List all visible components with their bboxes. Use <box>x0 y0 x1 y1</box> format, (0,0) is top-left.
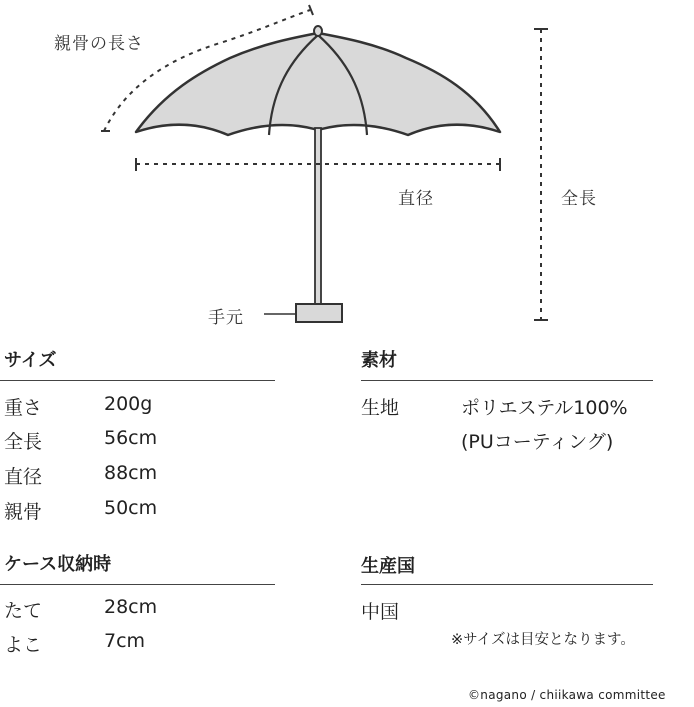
spec-value: 88cm <box>104 462 158 484</box>
umbrella-tip <box>314 26 322 36</box>
spec-label: 全長 <box>4 431 43 453</box>
spec-value: 50cm <box>104 497 158 519</box>
material-value-line1: ポリエステル100% <box>461 397 628 419</box>
size-note: ※サイズは目安となります。 <box>451 632 635 648</box>
size-section-title: サイズ <box>4 350 57 371</box>
umbrella-handle <box>296 304 342 322</box>
material-row-coating <box>361 427 691 455</box>
spec-label: よこ <box>4 634 43 656</box>
spec-label: たて <box>4 600 43 622</box>
spec-label: 親骨 <box>4 501 43 523</box>
material-section-divider <box>361 380 653 381</box>
size-section-divider <box>0 380 275 381</box>
handle-label: 手元 <box>208 308 244 328</box>
umbrella-shaft <box>315 128 321 308</box>
total-length-label: 全長 <box>561 189 597 209</box>
umbrella-canopy <box>136 33 500 135</box>
spec-label: 生地 <box>361 397 400 419</box>
spec-value: 7cm <box>104 630 146 652</box>
spec-value: 200g <box>104 393 153 415</box>
case-size-section-title: ケース収納時 <box>4 554 112 575</box>
spec-value: 56cm <box>104 427 158 449</box>
origin-section-divider <box>361 584 653 585</box>
material-row-fabric <box>361 393 691 421</box>
material-value-line2: (PUコーティング) <box>461 431 614 453</box>
material-section-title: 素材 <box>361 350 397 371</box>
diameter-label: 直径 <box>398 189 434 209</box>
spec-label: 重さ <box>4 397 43 419</box>
origin-section-title: 生産国 <box>361 556 415 577</box>
spec-label: 直径 <box>4 466 43 488</box>
rib-length-label: 親骨の長さ <box>54 34 144 54</box>
copyright-text: ©nagano / chiikawa committee <box>468 688 666 702</box>
spec-value: 28cm <box>104 596 158 618</box>
case-size-section-divider <box>0 584 275 585</box>
origin-value: 中国 <box>361 601 400 623</box>
